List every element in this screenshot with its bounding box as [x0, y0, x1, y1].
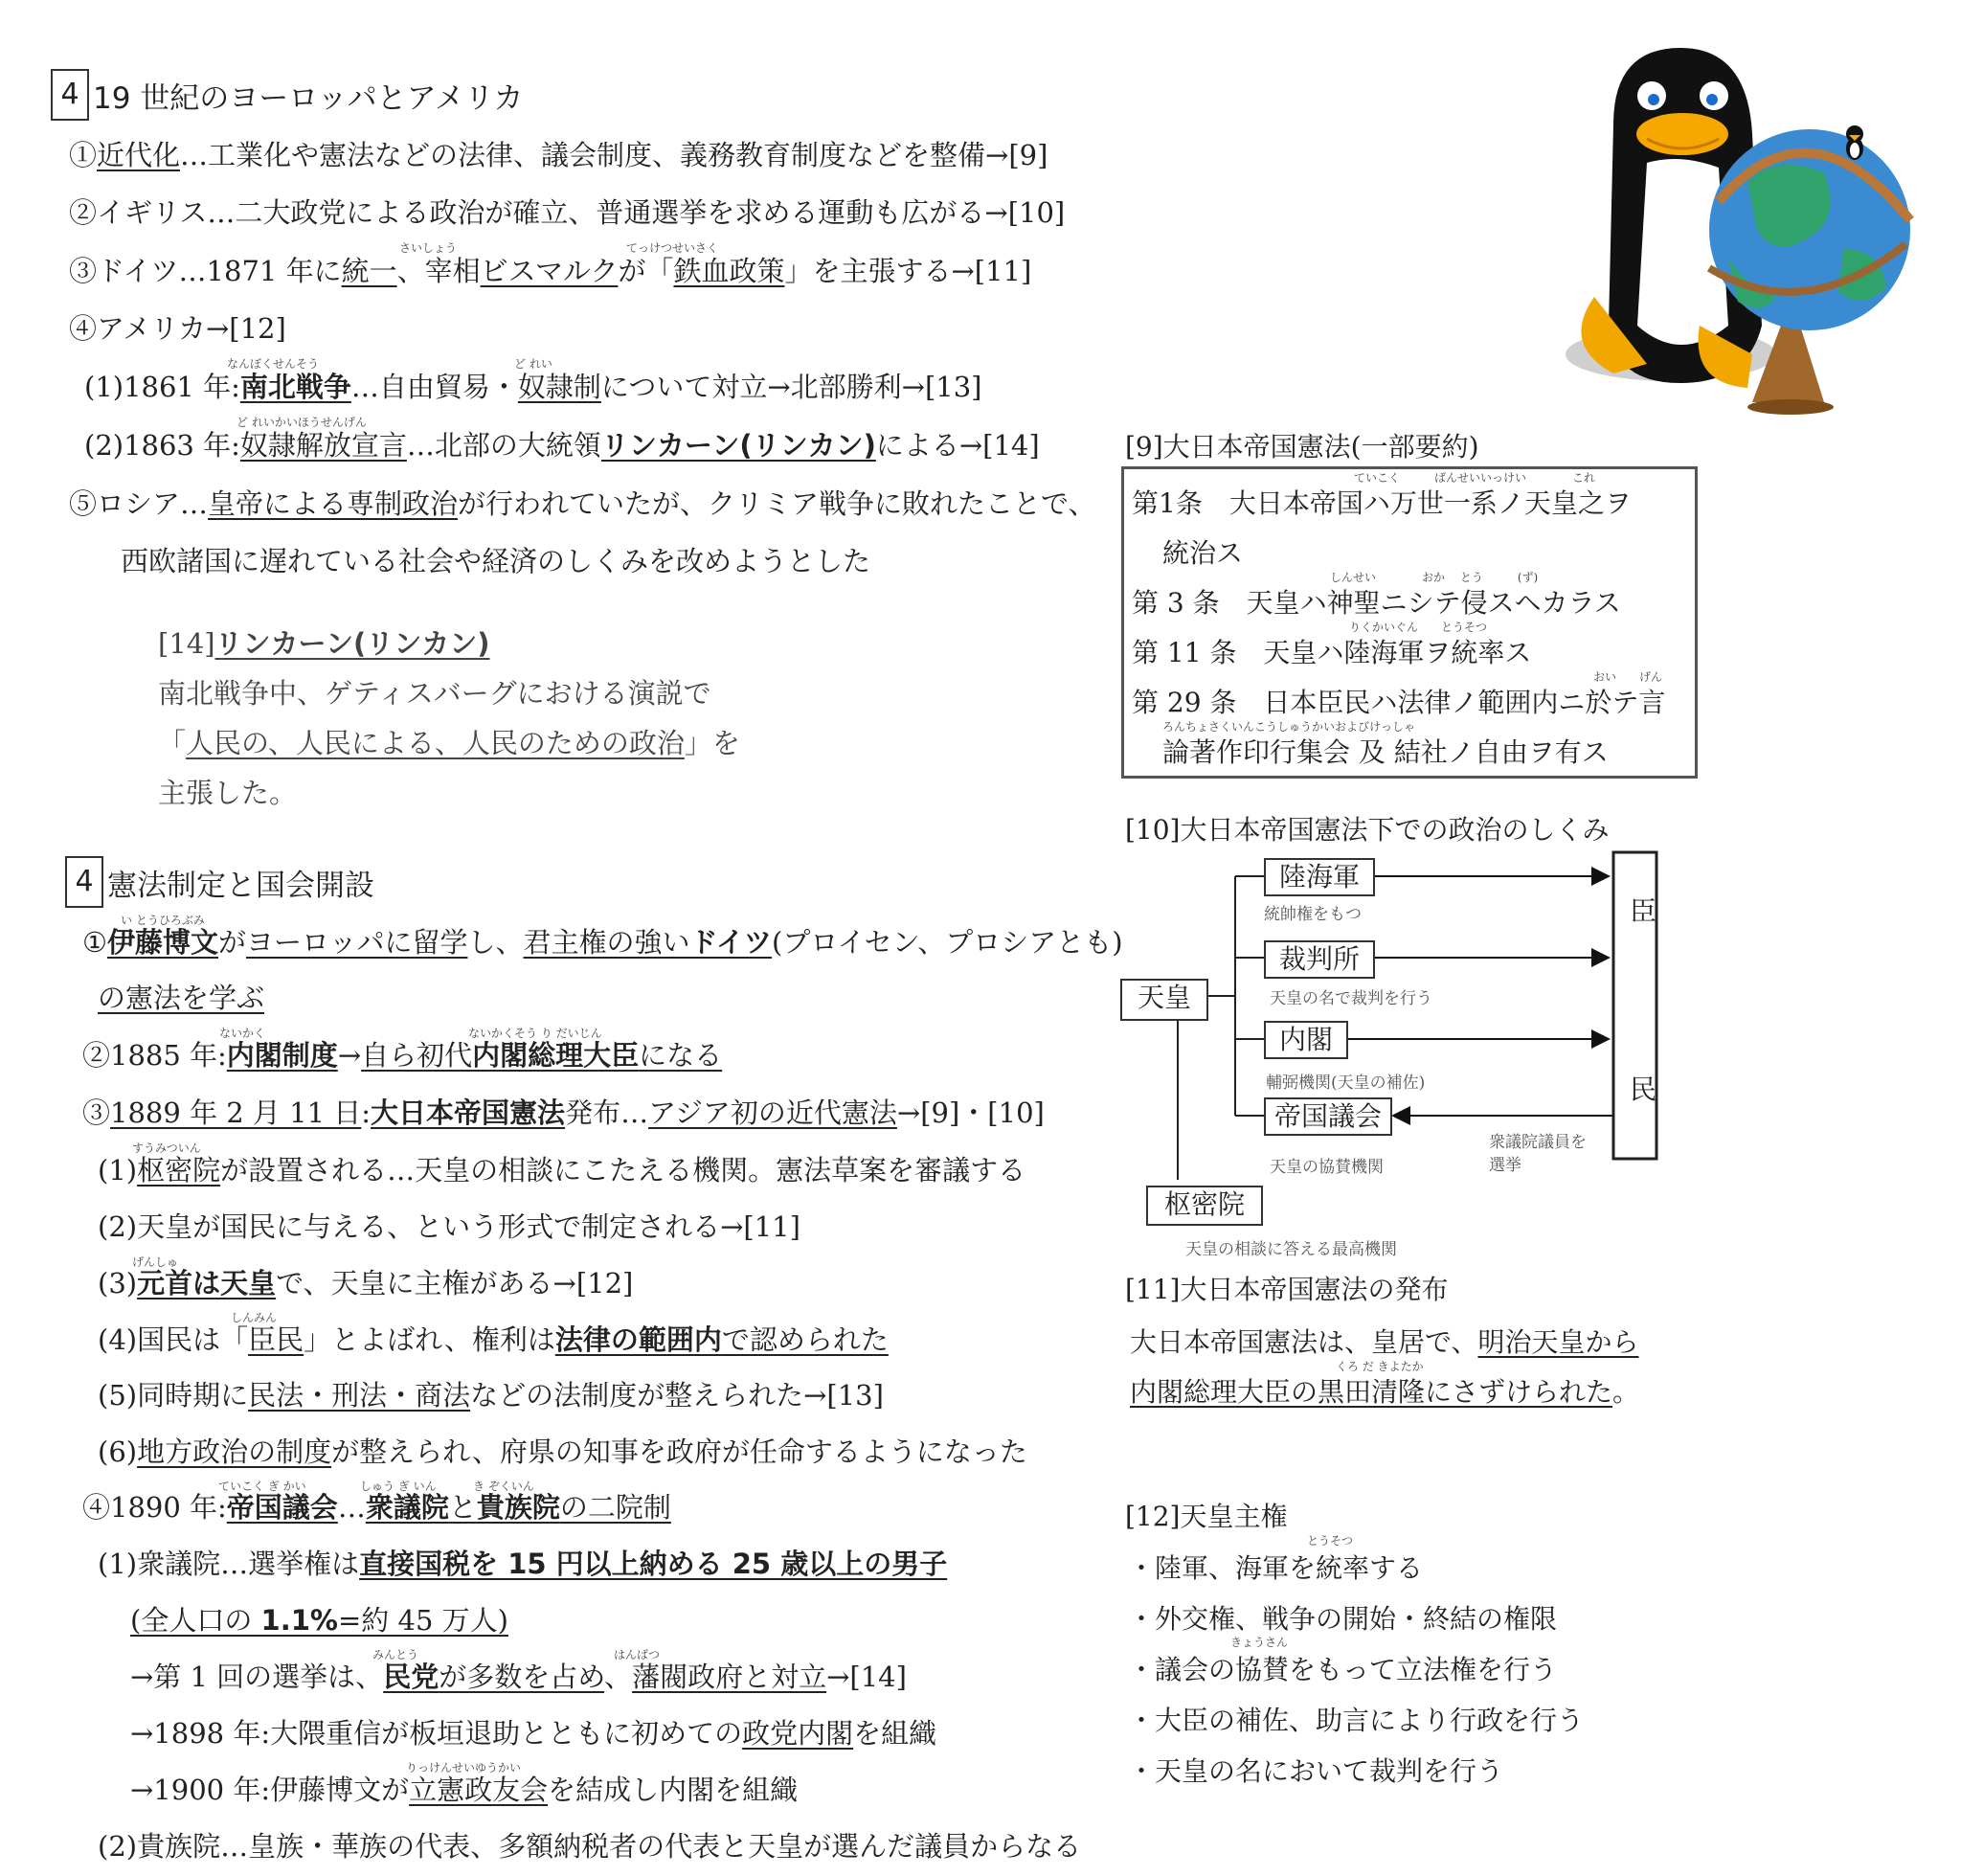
- privy-note: 天皇の相談に答える最高機関: [1185, 1240, 1397, 1259]
- s2-l4-a: ③: [82, 1096, 111, 1129]
- s2-line-11: [82, 1491, 671, 1524]
- s2-l1-h: (プロイセン、プロシアとも): [772, 926, 1123, 959]
- s2-l1-c: が: [218, 926, 247, 959]
- r10-title: [10]大日本帝国憲法下での政治のしくみ: [1125, 814, 1610, 846]
- s2-l1-e: し、: [467, 926, 524, 959]
- s1-l6-d: リンカーン(リンカン): [600, 429, 876, 462]
- s2-l12-b: 直接国税を 15 円以上納める 25 歳以上の男子: [359, 1548, 948, 1580]
- r9-ruby-a3: しんせい おか とう (ず): [1330, 571, 1539, 584]
- s2-l13-a: (全人口の: [130, 1604, 261, 1637]
- s2-l11-ruby1: ていこく ぎ かい: [218, 1480, 306, 1493]
- s1-l3-d: ビスマルク: [480, 255, 619, 287]
- section2-title: 憲法制定と国会開設: [107, 868, 374, 903]
- elect-note-2: 選挙: [1489, 1156, 1521, 1175]
- section1-number: 4: [51, 69, 89, 121]
- s2-line-3: [82, 1039, 722, 1072]
- r9-ruby-a29: おい げん: [1593, 670, 1663, 684]
- s2-l8-a: (4)国民は「: [98, 1323, 249, 1356]
- s2-line-12: [98, 1548, 947, 1580]
- s2-l3-ruby2: ないかくそう り だいじん: [468, 1027, 602, 1040]
- s1-l3-f: 鉄血政策: [673, 255, 785, 287]
- s2-l3-c: →: [337, 1039, 362, 1072]
- s2-line-13: [130, 1604, 508, 1637]
- s2-l10-a: (6): [98, 1435, 138, 1468]
- s2-l5-ruby: すうみついん: [132, 1141, 201, 1155]
- court-note: 天皇の名で裁判を行う: [1270, 989, 1432, 1008]
- s2-l1-a: ①: [82, 926, 107, 959]
- penguin-globe-illustration: [1556, 38, 1958, 441]
- section2-body: [82, 0, 1123, 1876]
- r10-diagram-lines: [1111, 843, 1685, 1245]
- s2-l11-g: の二院制: [559, 1491, 671, 1524]
- s2-l10-c: が整えられ、府県の知事を政府が任命するようになった: [331, 1435, 1027, 1468]
- s2-l8-ruby: しんみん: [231, 1311, 278, 1324]
- s2-l5-c: が設置される…天皇の相談にこたえる機関。憲法草案を審議する: [220, 1154, 1026, 1187]
- elect-note-1: 衆議院議員を: [1489, 1133, 1587, 1152]
- s2-line-7: [98, 1267, 633, 1300]
- s2-l9-a: (5)同時期に: [98, 1379, 249, 1412]
- s2-l4-c: :: [361, 1096, 372, 1129]
- s2-l3-e: 内閣総理大臣: [472, 1039, 640, 1072]
- note14-l2-c: 」を: [684, 727, 740, 759]
- s2-line-4: [82, 1096, 1045, 1129]
- diet-box: 帝国議会: [1264, 1097, 1392, 1136]
- section1-title: 19 世紀のヨーロッパとアメリカ: [93, 80, 524, 116]
- s2-l4-f: アジア初の近代憲法: [648, 1096, 897, 1129]
- s1-l3-b: 統一: [341, 255, 397, 287]
- s2-l15-c: を組織: [853, 1717, 937, 1750]
- s1-l6-e: による→[14]: [875, 429, 1040, 462]
- privy-council-box: 枢密院: [1146, 1186, 1263, 1226]
- army-box: 陸海軍: [1264, 858, 1375, 896]
- penguin-pupil-right: [1706, 94, 1718, 105]
- mini-penguin-belly: [1850, 143, 1859, 158]
- s1-l6-b: 奴隷解放宣言: [239, 429, 407, 462]
- r11-ruby: くろ だ きよたか: [1336, 1360, 1424, 1373]
- r9-ruby-a29b: ろんちょさくいんこうしゅうかいおよびけっしゃ: [1162, 720, 1416, 734]
- s1-l5-ruby2: ど れい: [514, 357, 552, 371]
- s2-l4-g: →[9]・[10]: [896, 1096, 1045, 1129]
- s2-l8-e: で認められた: [721, 1323, 889, 1356]
- s2-l8-c: 」とよばれ、権利は: [304, 1323, 555, 1356]
- s1-l3-a: ③ドイツ…1871 年に: [69, 255, 342, 287]
- section2-number: 4: [65, 856, 103, 908]
- s2-l4-b: 1889 年 2 月 11 日: [110, 1096, 362, 1129]
- s2-l3-b: 内閣制度: [226, 1039, 338, 1072]
- r11-l2-a: 内閣総理大臣の黒田清隆にさずけられた: [1130, 1376, 1613, 1408]
- s2-l10-b: 地方政治の制度: [137, 1435, 332, 1468]
- r12-line-1: ・陸軍、海軍を統率する: [1128, 1552, 1424, 1584]
- s2-l14-ruby2: はんばつ: [614, 1648, 661, 1661]
- s2-line-10: [98, 1435, 1027, 1468]
- s1-l1-term: 近代化: [97, 139, 181, 171]
- r11-l1-b: 明治天皇から: [1477, 1326, 1639, 1358]
- s1-l3-e: が「: [618, 255, 674, 287]
- s2-l11-a: ④1890 年:: [82, 1491, 227, 1524]
- s2-l2: の憲法を学ぶ: [98, 982, 265, 1014]
- s1-l1-text: …工業化や憲法などの法律、議会制度、義務教育制度などを整備→[9]: [180, 139, 1048, 171]
- s2-line-9: [98, 1379, 884, 1412]
- s2-l1-b: 伊藤博文: [107, 926, 219, 959]
- s2-l13-c: =約 45 万人): [337, 1604, 508, 1637]
- s2-l5-a: (1): [98, 1154, 138, 1187]
- s1-l5-d: 奴隷制: [517, 371, 601, 403]
- s2-l14-f: →[14]: [826, 1661, 907, 1693]
- s1-line-2: ②イギリス…二大政党による政治が確立、普通選挙を求める運動も広がる→[10]: [69, 196, 1066, 229]
- s1-l5-b: 南北戦争: [239, 371, 351, 403]
- r11-line-1: [1130, 1322, 1638, 1360]
- r9-article-11: 第 11 条 天皇ハ陸海軍ヲ統率ス: [1132, 637, 1532, 668]
- s2-l3-ruby1: ないかく: [219, 1027, 266, 1040]
- s2-line-17: (2)貴族院…皇族・華族の代表、多額納税者の代表と天皇が選んだ議員からなる: [98, 1830, 1082, 1863]
- s2-line-6: (2)天皇が国民に与える、という形式で制定される→[11]: [98, 1210, 800, 1243]
- s1-l7-a: ⑤ロシア…: [69, 487, 209, 520]
- s2-l9-b: 民法・刑法・商法: [248, 1379, 471, 1412]
- r12-line-3: ・議会の協賛をもって立法権を行う: [1128, 1654, 1558, 1685]
- s1-l5-e: について対立→北部勝利→[13]: [600, 371, 982, 403]
- emperor-box: 天皇: [1120, 979, 1208, 1021]
- s2-l16-c: を結成し内閣を組織: [548, 1774, 799, 1806]
- s1-l1-num: ①: [69, 139, 98, 171]
- note14-line-1: 南北戦争中、ゲティスバーグにおける演説で: [158, 677, 711, 710]
- s1-l5-a: (1)1861 年:: [84, 371, 240, 403]
- s2-l11-ruby2: しゅう ぎ いん: [360, 1480, 437, 1493]
- s2-l12-a: (1)衆議院…選挙権は: [98, 1548, 360, 1580]
- r9-ruby-a1: ていこく ばんせいいっけい これ: [1354, 471, 1596, 485]
- s2-l7-c: で、天皇に主権がある→[12]: [276, 1267, 634, 1300]
- s2-l3-f: になる: [639, 1039, 723, 1072]
- s2-l14-a: →第 1 回の選挙は、: [130, 1661, 384, 1693]
- r12-line-2: ・外交権、戦争の開始・終結の権限: [1128, 1603, 1558, 1635]
- s1-l3-g: 」を主張する→[11]: [784, 255, 1032, 287]
- s2-l16-b: 立憲政友会: [409, 1774, 549, 1806]
- s1-l5-c: …自由貿易・: [350, 371, 518, 403]
- s2-line-5: [98, 1154, 1025, 1187]
- note14-quote: 人民の、人民による、人民のための政治: [186, 727, 685, 759]
- s2-l15-b: 政党内閣: [742, 1717, 854, 1750]
- r11-title: [11]大日本帝国憲法の発布: [1125, 1274, 1449, 1305]
- court-box: 裁判所: [1264, 940, 1375, 979]
- s2-l1-f: 君主権の強い: [523, 926, 690, 959]
- r12-title: [12]天皇主権: [1125, 1501, 1288, 1532]
- r12-ruby-3: きょうさん: [1230, 1636, 1289, 1649]
- s2-l4-d: 大日本帝国憲法: [371, 1096, 566, 1129]
- r9-article-1-cont: 統治ス: [1162, 537, 1244, 569]
- cabinet-box: 内閣: [1264, 1021, 1348, 1059]
- army-note: 統帥権をもつ: [1264, 905, 1362, 924]
- s2-l16-a: →1900 年:伊藤博文が: [130, 1774, 410, 1806]
- s1-l3-ruby2: てっけつせいさく: [626, 241, 719, 255]
- s2-l7-ruby: げんしゅ: [132, 1255, 179, 1269]
- s2-line-15: [130, 1717, 936, 1750]
- s2-l7-a: (3): [98, 1267, 138, 1300]
- s1-l6-c: …北部の大統領: [406, 429, 601, 462]
- s1-l3-ruby1: さいしょう: [399, 241, 458, 255]
- s1-l5-ruby1: なんぼくせんそう: [227, 357, 320, 371]
- people-bottom-char: 民: [1630, 1074, 1657, 1105]
- note14-label: [14]: [158, 627, 215, 660]
- s1-line-4: ④アメリカ→[12]: [69, 312, 286, 345]
- note14-name: リンカーン(リンカン): [214, 627, 490, 660]
- s2-line-1: [82, 926, 1123, 959]
- r12-line-5: ・天皇の名において裁判を行う: [1128, 1755, 1504, 1787]
- s2-line-2: [98, 982, 264, 1014]
- note14-l2-a: 「: [158, 727, 187, 759]
- r11-line-2: [1130, 1371, 1639, 1410]
- s2-l14-e: 藩閥政府と対立: [632, 1661, 827, 1693]
- r9-title: [9]大日本帝国憲法(一部要約): [1125, 431, 1479, 463]
- r9-ruby-a11: りくかいぐん とうそつ: [1349, 621, 1488, 634]
- penguin-pupil-left: [1648, 94, 1659, 105]
- s1-l7-b: 皇帝による専制政治: [208, 487, 459, 520]
- s2-l11-d: 衆議院: [365, 1491, 449, 1524]
- s2-l16-ruby: りっけんせいゆうかい: [406, 1761, 522, 1774]
- s2-l14-ruby1: みんとう: [372, 1648, 419, 1661]
- s2-l14-c: が多数を占め: [439, 1661, 605, 1693]
- s2-l4-e: 発布…: [565, 1096, 649, 1129]
- s2-l11-b: 帝国議会: [226, 1491, 338, 1524]
- s2-line-8: [98, 1323, 889, 1356]
- people-top-char: 臣: [1630, 895, 1657, 927]
- s2-l13-b: 1.1%: [260, 1604, 338, 1637]
- s2-l3-d: 自ら初代: [361, 1039, 473, 1072]
- s2-l9-c: などの法制度が整えられた→[13]: [470, 1379, 884, 1412]
- s2-line-14: [130, 1661, 907, 1693]
- r12-line-4: ・大臣の補佐、助言により行政を行う: [1128, 1705, 1585, 1736]
- s1-line-8: 西欧諸国に遅れている社会や経済のしくみを改めようとした: [121, 545, 871, 577]
- s2-l1-ruby: い とうひろぶみ: [121, 914, 205, 927]
- s1-l6-ruby: ど れいかいほうせんげん: [237, 416, 367, 429]
- s1-l7-c: が行われていたが、クリミア戦争に敗れたことで、: [458, 487, 1096, 520]
- r11-l2-b: 。: [1612, 1376, 1640, 1408]
- s1-l6-a: (2)1863 年:: [84, 429, 240, 462]
- s2-l15-a: →1898 年:大隈重信が板垣退助とともに初めての: [130, 1717, 743, 1750]
- globe-base: [1747, 399, 1834, 415]
- cabinet-note: 輔弼機関(天皇の補佐): [1266, 1074, 1426, 1093]
- s2-l1-d: ヨーロッパに留学: [246, 926, 468, 959]
- s2-line-16: [130, 1774, 798, 1806]
- r9-article-1: 第1条 大日本帝国ハ万世一系ノ天皇之ヲ: [1132, 487, 1632, 519]
- s2-l11-ruby3: き ぞくいん: [473, 1480, 534, 1493]
- s2-l3-a: ②1885 年:: [82, 1039, 227, 1072]
- s2-l7-b: 元首は天皇: [137, 1267, 277, 1300]
- note14-line-3: 主張した。: [158, 777, 298, 809]
- r9-article-3: 第 3 条 天皇ハ神聖ニシテ侵スヘカラス: [1132, 587, 1621, 619]
- r9-article-29-cont: 論著作印行集会 及 結社ノ自由ヲ有ス: [1162, 736, 1609, 768]
- s2-l8-b: 臣民: [248, 1323, 304, 1356]
- r11-l1-a: 大日本帝国憲法は、皇居で、: [1130, 1326, 1478, 1358]
- s2-l11-e: と: [448, 1491, 477, 1524]
- s2-l11-f: 貴族院: [476, 1491, 560, 1524]
- s2-l1-g: ドイツ: [689, 926, 773, 959]
- s2-l5-b: 枢密院: [137, 1154, 221, 1187]
- s2-l8-d: 法律の範囲内: [554, 1323, 722, 1356]
- r9-article-box: [1121, 466, 1698, 779]
- r9-article-29: 第 29 条 日本臣民ハ法律ノ範囲内ニ於テ言: [1132, 687, 1666, 718]
- r12-ruby-1: とうそつ: [1307, 1534, 1354, 1548]
- s2-l11-c: …: [337, 1491, 366, 1524]
- s1-l3-c: 、宰相: [396, 255, 481, 287]
- diet-note: 天皇の協賛機関: [1270, 1158, 1384, 1177]
- s2-l14-d: 、: [604, 1661, 633, 1693]
- s2-l14-b: 民党: [383, 1661, 439, 1693]
